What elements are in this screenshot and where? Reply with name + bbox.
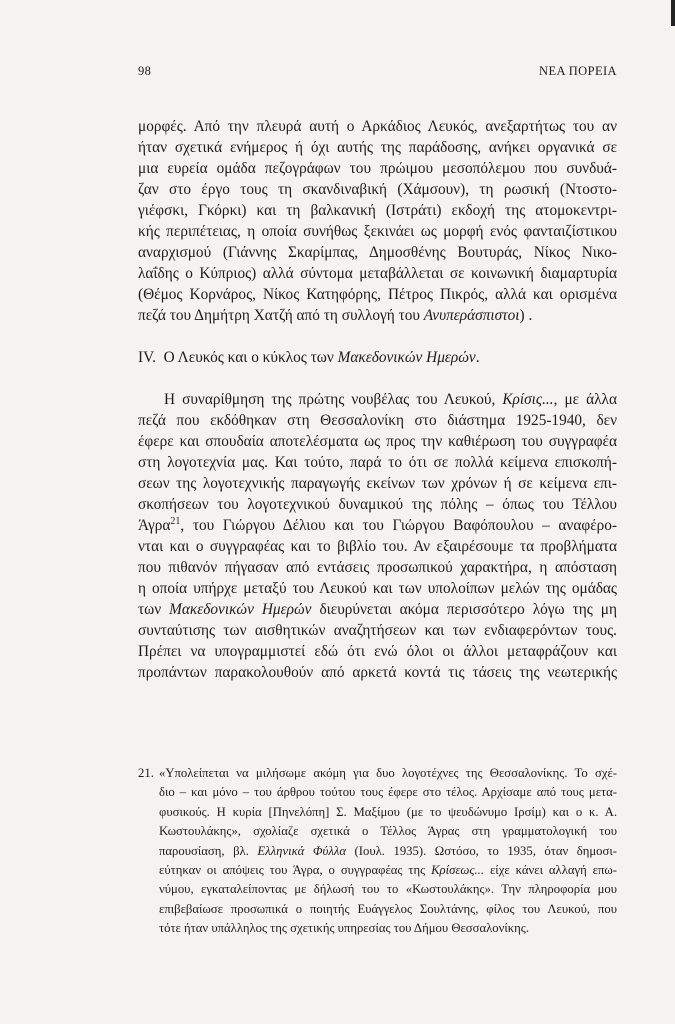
- paragraph-line: κής περιπέτειας, η οποία συνήθως ξεκινάει ως μορφή ενός φανταιζίστικου: [138, 223, 617, 240]
- footnote-line: Κωστουλάκης», σχολίαζε σχετικά ο Τέλλος Άγρας στη γραμματολογική του: [159, 824, 617, 839]
- text-fragment: ) .: [519, 307, 533, 324]
- text-fragment: Άγρα: [138, 517, 171, 534]
- paragraph-2: [138, 389, 617, 683]
- text-fragment: διευρύνεται ακόμα περισσότερο λόγω της μη: [311, 601, 617, 618]
- paragraph-line-last: [138, 305, 617, 326]
- paragraph-line: μορφές. Από την πλευρά αυτή ο Αρκάδιος Λευκός, ανεξαρτήτως του αν: [138, 118, 617, 135]
- text-fragment: είχε κάνει αλλαγή επω-: [484, 862, 617, 877]
- paragraph-line: γιέφσκι, Γκόρκι) και τη βαλκανική (Ιστράτι) εκδοχή της ατομοκεντρι-: [138, 202, 617, 219]
- text-fragment: εύτηκαν οι απόψεις του Άγρα, ο συγγραφέας της: [159, 862, 432, 877]
- paragraph-line: ήταν σχετικά ενήμερος ή όχι αυτής της παράδοσης, ανήκει οργανικά σε: [138, 139, 617, 156]
- journal-title: Μακεδονικών Ημερών: [169, 601, 312, 618]
- book-title: Κρίσεως...: [431, 862, 485, 877]
- text-fragment: Η συναρίθμηση της πρώτης νουβέλας του Λευκού,: [164, 391, 503, 408]
- footnote-21: [138, 764, 617, 939]
- text-fragment: (Ιουλ. 1935). Ωστόσο, το 1935, όταν δημοσι-: [346, 843, 617, 858]
- paragraph-line: λαΐδης ο Κύπριος) αλλά σύντομα μεταβάλλεται σε κοινωνική διαμαρτυρία: [138, 265, 617, 282]
- journal-title: Ελληνικά Φύλλα: [257, 843, 347, 858]
- heading-title: Μακεδονικών Ημερών: [337, 349, 476, 366]
- footnote-line: [159, 842, 617, 861]
- heading-text: Ο Λευκός και ο κύκλος των: [163, 349, 338, 366]
- page-edge-mark: [671, 0, 675, 26]
- paragraph-line: πεζά που εκδόθηκαν στη Θεσσαλονίκη στο διάστημα 1925-1940, δεν: [138, 412, 617, 429]
- section-heading: [138, 347, 617, 368]
- paragraph-line: σκοπήσεων του λογοτεχνικού δυναμικού της πόλης – όπως του Τέλλου: [138, 496, 617, 513]
- paragraph-line: συνταύτισης των αισθητικών αναζητήσεων και των ενδιαφερόντων τους.: [138, 622, 617, 639]
- paragraph-line: σεων της λογοτεχνικής παραγωγής εκείνων των χρόνων ή σε κείμενα επι-: [138, 475, 617, 492]
- page-number: 98: [138, 64, 152, 78]
- body-text: [138, 116, 617, 683]
- text-fragment: πεζά του Δημήτρη Χατζή από τη συλλογή του: [138, 307, 424, 324]
- paragraph-line: που πιθανόν πήγασαν από εντάσεις προσωπικού χαρακτήρα, η απόσταση: [138, 559, 617, 576]
- paragraph-line: [138, 515, 617, 536]
- text-fragment: , του Γιώργου Δέλιου και του Γιώργου Βαφόπουλου – αναφέρο-: [180, 517, 617, 534]
- text-fragment: των: [138, 601, 170, 618]
- text-fragment: , με άλλα: [553, 391, 617, 408]
- footnote-line: φυσικούς. Η κυρία [Πηνελόπη] Σ. Μαξίμου (με το ψευδώνυμο Ιρσίμ) και ο κ. Α.: [159, 804, 617, 819]
- footnote-line-last: τότε ήταν υπάλληλος της σχετικής υπηρεσίας του Δήμου Θεσσαλονίκης.: [159, 921, 529, 936]
- book-title: Ανυπεράσπιστοι: [423, 307, 520, 324]
- paragraph-line: Πρέπει να υπογραμμιστεί εδώ ότι ενώ όλοι οι άλλοι μεταφράζουν και: [138, 643, 617, 660]
- footnote-line: επιβεβαίωσε προσωπικά ο ποιητής Ευάγγελος Σουλτάνης, φίλος του Λευκού, που: [159, 901, 617, 916]
- book-title: Κρίσις...: [502, 391, 554, 408]
- paragraph-line: έφερε και σπουδαία αποτελέσματα ως προς την καθιέρωση του συγγραφέα: [138, 433, 617, 450]
- footnote-text: [159, 764, 617, 939]
- text-fragment: παρουσίαση, βλ.: [159, 843, 258, 858]
- footnote-reference[interactable]: 21: [170, 516, 181, 527]
- paragraph-line: αναρχισμού (Γιάννης Σκαρίμπας, Δημοσθένης Βουτυράς, Νίκος Νικο-: [138, 244, 617, 261]
- footnote-line: [159, 861, 617, 880]
- paragraph-line: η οποία υπήρχε μεταξύ του Λευκού και των υπολοίπων μελών της ομάδας: [138, 580, 617, 597]
- paragraph-line: [138, 389, 617, 410]
- section-numeral: IV.: [138, 349, 156, 366]
- footnotes: [138, 764, 617, 939]
- paragraph-line: (Θέμος Κορνάρος, Νίκος Κατηφόρης, Πέτρος Πικρός, αλλά και ορισμένα: [138, 286, 617, 303]
- paragraph-line: [138, 599, 617, 620]
- paragraph-line: μια ευρεία ομάδα πεζογράφων του πρώιμου μεσοπόλεμου που συνδυά-: [138, 160, 617, 177]
- footnote-line: νύμου, εγκαταλείποντας με δήλωσή του το «Κωστουλάκης». Την πληροφορία μου: [159, 882, 617, 897]
- footnote-number: 21.: [138, 766, 154, 780]
- paragraph-line: στη λογοτεχνία μας. Και τούτο, παρά το ότι σε πολλά κείμενα επισκοπή-: [138, 454, 617, 471]
- paragraph-1: [138, 116, 617, 326]
- footnote-line: «Υπολείπεται να μιλήσωμε ακόμη για δυο λογοτέχνες της Θεσσαλονίκης. Το σχέ-: [159, 766, 617, 780]
- heading-end: .: [475, 349, 480, 366]
- footnote-line: διο – και μόνο – του άρθρου τούτου τους έφερε στο τέλος. Αρχίσαμε από τους μετα-: [159, 785, 617, 800]
- paragraph-line: προπάντων παρακολουθούν από αρκετά κοντά τις τάσεις της νεωτερικής: [138, 664, 617, 681]
- paragraph-line: ζαν στο έργο τους τη σκανδιναβική (Χάμσουν), τη ρωσική (Ντοστο-: [138, 181, 617, 198]
- paragraph-line: νται και ο συγγραφέας και το βιβλίο του. Αν εξαιρέσουμε τα προβλήματα: [138, 538, 617, 555]
- journal-name: ΝΕΑ ΠΟΡΕΙΑ: [539, 64, 617, 78]
